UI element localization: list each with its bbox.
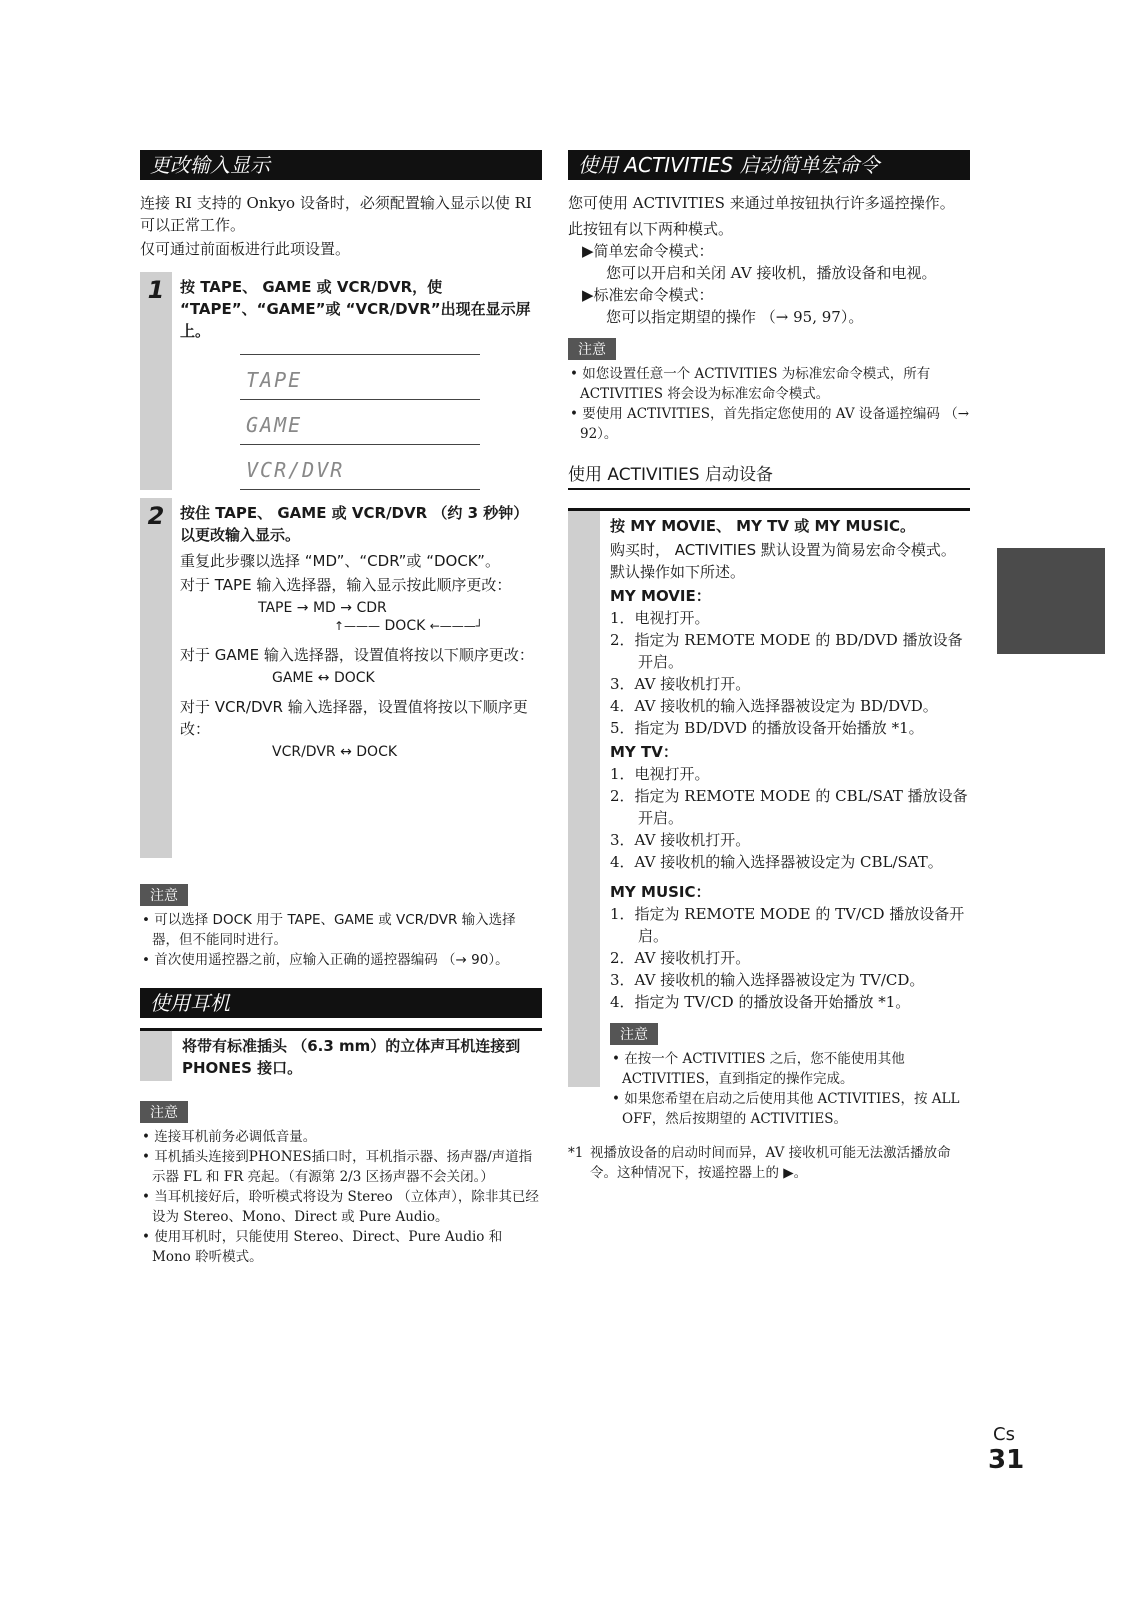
note-label: 注意: [140, 1101, 188, 1123]
step-1: [140, 272, 542, 490]
note-label: 注意: [610, 1023, 658, 1045]
section-tab: [997, 548, 1105, 654]
tape-order-intro: 对于 TAPE 输入选择器，输入显示按此顺序更改：: [180, 576, 512, 594]
press-text: 按 MY MOVIE、 MY TV 或 MY MUSIC。: [610, 517, 915, 535]
vcr-order-intro: 对于 VCR/DVR 输入选择器，设置值将按以下顺序更改：: [180, 698, 528, 738]
mode-1-desc: 您可以开启和关闭 AV 接收机，播放设备和电视。: [606, 264, 937, 282]
note-list-1: • 可以选择 DOCK 用于 TAPE、GAME 或 VCR/DVR 输入选择器，但不能同时进行。 • 首次使用遥控器之前，应输入正确的遥控器编码 （→ 90）。: [140, 910, 542, 970]
tape-sequence: TAPE → MD → CDR ↑——— DOCK ←———┘: [258, 600, 484, 634]
my-movie-list: 1．电视打开。 2．指定为 REMOTE MODE 的 BD/DVD 播放设备开启。 3．AV 接收机打开。 4．AV 接收机的输入选择器被设定为 BD/DVD。 5．指定为 BD/DVD 的播放设备开始播放 *1。: [610, 609, 963, 737]
step-2-repeat: 重复此步骤以选择 “MD”、“CDR”或 “DOCK”。: [180, 552, 500, 570]
mode-2-desc: 您可以指定期望的操作 （→ 95, 97）。: [606, 308, 864, 326]
note-label: 注意: [568, 338, 616, 360]
footnote: *1 视播放设备的启动时间而异，AV 接收机可能无法激活播放命令。这种情况下，按遥控器上的 ▶。: [568, 1145, 951, 1181]
my-music-label: MY MUSIC：: [610, 883, 711, 901]
display-vcr-dvr: VCR/DVR: [240, 445, 480, 490]
note-label: 注意: [140, 884, 188, 906]
note-list-4: • 在按一个 ACTIVITIES 之后，您不能使用其他 ACTIVITIES，直到指定的操作完成。 • 如果您希望在启动之后使用其他 ACTIVITIES，按 ALL OFF，然后按期望的 ACTIVITIES。: [610, 1049, 970, 1129]
section-title-headphones: 使用耳机: [140, 988, 542, 1018]
display-game: GAME: [240, 400, 480, 445]
note-list-2: • 连接耳机前务必调低音量。 • 耳机插头连接到PHONES插口时，耳机指示器、扬声器/声道指示器 FL 和 FR 亮起。（有源第 2/3 区扬声器不会关闭。） • 当耳机接好后，聆听模式将设为 Stereo （立体声），除非其已经设为 Stereo、Mono、Direct 或 Pure Audio。 • 使用耳机时，只能使用 Stereo、Direct、Pure Audio 和 Mono 聆听模式。: [140, 1127, 542, 1267]
activities-step: [568, 508, 970, 1129]
intro-text: 连接 RI 支持的 Onkyo 设备时，必须配置输入显示以使 RI 可以正常工作。: [140, 194, 532, 234]
display-illustration: [240, 354, 480, 490]
step-2: [140, 498, 542, 858]
my-music-list: 1．指定为 REMOTE MODE 的 TV/CD 播放设备开启。 2．AV 接收机打开。 3．AV 接收机的输入选择器被设定为 TV/CD。 4．指定为 TV/CD 的播放设备开始播放 *1。: [610, 905, 965, 1011]
phones-step: [140, 1028, 542, 1081]
my-tv-label: MY TV：: [610, 743, 678, 761]
game-order-intro: 对于 GAME 输入选择器，设置值将按以下顺序更改：: [180, 646, 534, 664]
display-tape: TAPE: [240, 355, 480, 400]
step-number: 2: [140, 498, 172, 858]
right-column: [568, 150, 970, 1183]
subheading-start-devices: 使用 ACTIVITIES 启动设备: [568, 460, 970, 490]
vcr-sequence: VCR/DVR ↔ DOCK: [272, 744, 398, 760]
my-movie-label: MY MOVIE：: [610, 587, 711, 605]
note-list-3: • 如您设置任意一个 ACTIVITIES 为标准宏命令模式，所有 ACTIVITIES 将会设为标准宏命令模式。 • 要使用 ACTIVITIES，首先指定您使用的 AV 设备遥控编码 （→ 92）。: [568, 364, 970, 444]
step-2-text: 按住 TAPE、 GAME 或 VCR/DVR （约 3 秒钟）以更改输入显示。: [180, 504, 529, 544]
activities-intro: 您可使用 ACTIVITIES 来通过单按钮执行许多遥控操作。: [568, 194, 955, 212]
phones-text: 将带有标准插头 （6.3 mm）的立体声耳机连接到 PHONES 接口。: [182, 1037, 521, 1077]
activities-intro-2: 此按钮有以下两种模式。: [568, 220, 734, 238]
page-number: 31: [988, 1445, 1025, 1475]
language-code: Cs: [993, 1424, 1015, 1445]
mode-2: ▶标准宏命令模式：: [582, 286, 714, 304]
my-tv-list: 1．电视打开。 2．指定为 REMOTE MODE 的 CBL/SAT 播放设备开启。 3．AV 接收机打开。 4．AV 接收机的输入选择器被设定为 CBL/SAT。: [610, 765, 968, 871]
left-column: [140, 150, 542, 1267]
default-ops: 默认操作如下所述。: [610, 563, 746, 581]
intro-text-2: 仅可通过前面板进行此项设置。: [140, 240, 351, 258]
step-1-text: 按 TAPE、 GAME 或 VCR/DVR，使 “TAPE”、“GAME”或 “VCR/DVR”出现在显示屏上。: [180, 278, 531, 340]
game-sequence: GAME ↔ DOCK: [272, 670, 375, 686]
mode-1: ▶简单宏命令模式：: [582, 242, 714, 260]
step-number: 1: [140, 272, 172, 490]
default-text: 购买时， ACTIVITIES 默认设置为简易宏命令模式。: [610, 541, 956, 559]
section-title-activities: 使用 ACTIVITIES 启动简单宏命令: [568, 150, 970, 180]
section-title-change-display: 更改输入显示: [140, 150, 542, 180]
